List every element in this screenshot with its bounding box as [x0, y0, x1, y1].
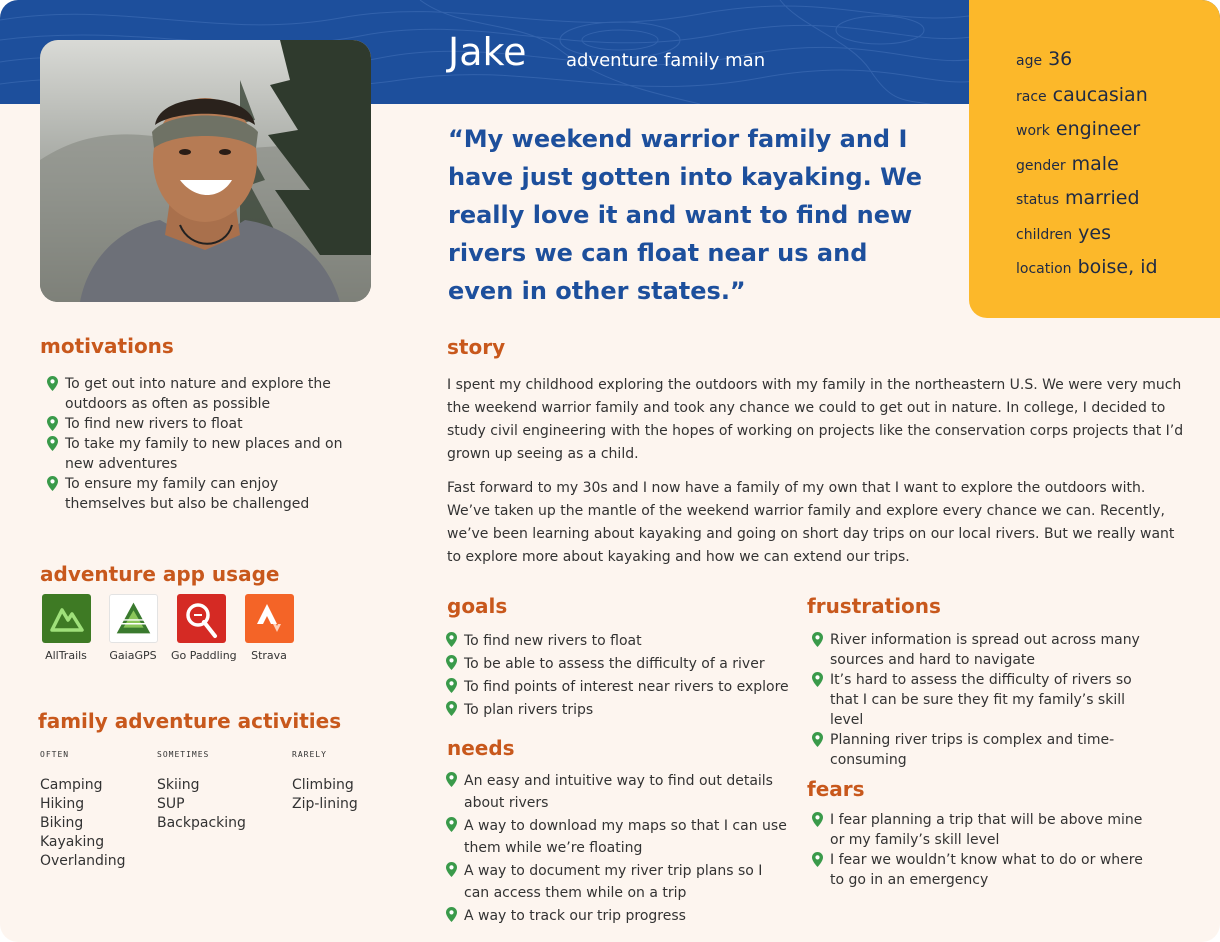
list-item-text: To find new rivers to float [464, 633, 642, 649]
activity-list [40, 776, 126, 871]
list-item [446, 905, 791, 927]
needs-heading: needs [447, 736, 515, 760]
list-item [47, 434, 347, 474]
map-pin-icon [446, 817, 457, 832]
go-paddling-icon [177, 594, 226, 643]
list-item [446, 860, 791, 904]
demo-value: 36 [1048, 48, 1073, 70]
activity-frequency: OFTEN [40, 750, 70, 759]
activities-sometimes [157, 750, 246, 833]
demo-gender [1016, 153, 1119, 175]
activity-item: SUP [157, 796, 185, 812]
activity-list [157, 776, 246, 833]
list-item [47, 474, 347, 514]
strava-icon [245, 594, 294, 643]
map-pin-icon [446, 907, 457, 922]
list-item [446, 630, 791, 653]
app-label: Strava [251, 649, 287, 662]
map-pin-icon [812, 852, 823, 867]
needs-list [446, 770, 791, 927]
list-item-text: Planning river trips is complex and time-consuming [830, 732, 1115, 768]
list-item-text: To get out into nature and explore the outdoors as often as possible [65, 376, 331, 412]
map-pin-icon [47, 416, 58, 431]
list-item [812, 630, 1157, 670]
list-item-text: To find new rivers to float [65, 416, 243, 432]
list-item-text: A way to download my maps so that I can use them while we’re floating [464, 818, 787, 856]
list-item-text: It’s hard to assess the difficulty of rivers so that I can be sure they fit my family’s skill level [830, 672, 1132, 728]
demo-key: children [1016, 227, 1073, 243]
list-item-text: River information is spread out across many sources and hard to navigate [830, 632, 1140, 668]
demo-work [1016, 118, 1140, 140]
frustrations-list [812, 630, 1157, 770]
app-label: Go Paddling [171, 649, 237, 662]
list-item [812, 730, 1157, 770]
demo-status [1016, 187, 1140, 209]
apps-heading: adventure app usage [40, 562, 280, 586]
demo-value: yes [1078, 222, 1112, 244]
list-item-text: To take my family to new places and on new adventures [65, 436, 343, 472]
list-item-text: An easy and intuitive way to find out details about rivers [464, 773, 773, 811]
activity-item: Backpacking [157, 815, 246, 831]
app-strava [239, 594, 299, 662]
activity-list [292, 776, 358, 814]
map-pin-icon [446, 772, 457, 787]
demo-key: gender [1016, 158, 1066, 174]
map-pin-icon [47, 436, 58, 451]
activity-item: Camping [40, 777, 103, 793]
list-item-text: To ensure my family can enjoy themselves but also be challenged [65, 476, 310, 512]
goals-list [446, 630, 791, 722]
demo-key: location [1016, 261, 1072, 277]
app-gaiagps [103, 594, 163, 662]
goals-heading: goals [447, 594, 508, 618]
demo-value: boise, id [1077, 256, 1158, 278]
fears-heading: fears [807, 777, 865, 801]
demo-location [1016, 256, 1158, 278]
list-item [812, 810, 1157, 850]
demo-race [1016, 84, 1148, 106]
list-item-text: I fear we wouldn’t know what to do or where to go in an emergency [830, 852, 1143, 888]
activity-item: Hiking [40, 796, 85, 812]
activities-often [40, 750, 126, 871]
list-item [812, 670, 1157, 730]
map-pin-icon [446, 701, 457, 716]
persona-name: Jake [448, 30, 527, 74]
gaiagps-icon [109, 594, 158, 643]
list-item-text: A way to document my river trip plans so I can access them while on a trip [464, 863, 763, 901]
story-heading: story [447, 335, 506, 359]
activity-item: Biking [40, 815, 84, 831]
motivations-list [47, 374, 347, 514]
list-item [812, 850, 1157, 890]
list-item [446, 676, 791, 699]
list-item [446, 653, 791, 676]
app-label: AllTrails [45, 649, 87, 662]
fears-list [812, 810, 1157, 890]
frustrations-heading: frustrations [807, 594, 941, 618]
list-item [446, 770, 791, 814]
demo-value: male [1071, 153, 1119, 175]
demo-age [1016, 48, 1072, 70]
map-pin-icon [446, 655, 457, 670]
list-item-text: A way to track our trip progress [464, 908, 686, 924]
persona-quote: “My weekend warrior family and I have just gotten into kayaking. We really love it and want to find new rivers we can float near us and even in other states.” [448, 125, 923, 305]
persona-photo [40, 40, 371, 302]
alltrails-icon [42, 594, 91, 643]
list-item-text: To find points of interest near rivers to explore [464, 679, 789, 695]
motivations-heading: motivations [40, 334, 174, 358]
list-item [446, 815, 791, 859]
demo-value: engineer [1055, 118, 1141, 140]
activities-rarely [292, 750, 358, 814]
map-pin-icon [446, 632, 457, 647]
story-body [447, 374, 1187, 569]
map-pin-icon [47, 376, 58, 391]
activity-item: Kayaking [40, 834, 105, 850]
app-label: GaiaGPS [109, 649, 157, 662]
app-alltrails [36, 594, 96, 662]
activity-frequency: RARELY [292, 750, 327, 759]
demo-key: race [1016, 89, 1047, 105]
demo-key: age [1016, 53, 1043, 69]
activities-heading: family adventure activities [38, 709, 342, 733]
story-paragraph: Fast forward to my 30s and I now have a family of my own that I want to explore the outdoors with. We’ve taken up the mantle of the weekend warrior family and explore every chance we can. Recently, we’ve been learning about kayaking and going on short day trips on our local rivers. But we really want to explore more about kayaking and how we can extend our trips. [447, 480, 1175, 565]
story-paragraph: I spent my childhood exploring the outdoors with my family in the northeastern U.S. We were very much the weekend warrior family and took any chance we could to get out in nature. In college, I decided to study civil engineering with the hopes of working on projects like the conservation corps projects that I’d grown up seeing as a child. [447, 377, 1184, 462]
activity-item: Skiing [157, 777, 200, 793]
list-item-text: To plan rivers trips [464, 702, 594, 718]
list-item [47, 414, 347, 434]
map-pin-icon [812, 812, 823, 827]
list-item [47, 374, 347, 414]
activity-item: Zip-lining [292, 796, 358, 812]
list-item-text: I fear planning a trip that will be above mine or my family’s skill level [830, 812, 1143, 848]
demo-key: work [1016, 123, 1050, 139]
map-pin-icon [812, 732, 823, 747]
list-item-text: To be able to assess the difficulty of a river [464, 656, 765, 672]
demo-value: married [1065, 187, 1140, 209]
demo-children [1016, 222, 1111, 244]
demo-value: caucasian [1052, 84, 1148, 106]
activity-item: Climbing [292, 777, 354, 793]
map-pin-icon [47, 476, 58, 491]
activity-item: Overlanding [40, 853, 126, 869]
persona-tagline: adventure family man [566, 50, 766, 71]
demographics-panel [969, 0, 1220, 318]
map-pin-icon [446, 862, 457, 877]
map-pin-icon [812, 672, 823, 687]
map-pin-icon [812, 632, 823, 647]
app-go-paddling [171, 594, 237, 662]
activity-frequency: SOMETIMES [157, 750, 210, 759]
map-pin-icon [446, 678, 457, 693]
demo-key: status [1016, 192, 1060, 208]
list-item [446, 699, 791, 722]
